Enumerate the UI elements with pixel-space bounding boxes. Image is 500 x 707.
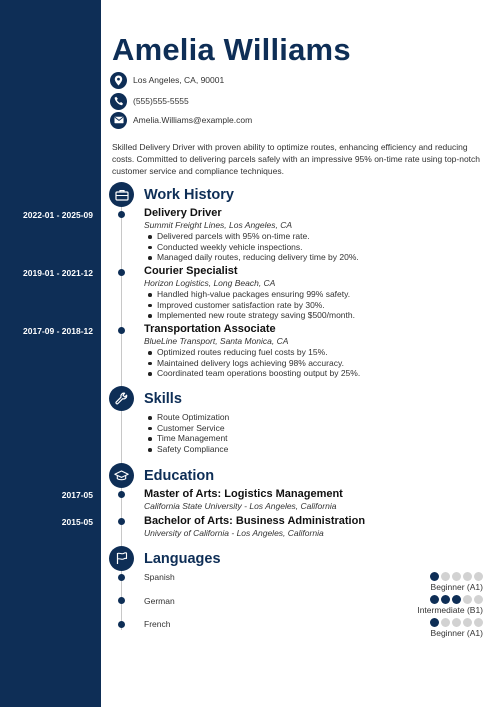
job-bullet: Optimized routes reducing fuel costs by 15%.	[146, 347, 489, 358]
language-level-text: Beginner (A1)	[430, 628, 483, 638]
language-name: German	[144, 596, 175, 606]
job-title: Delivery Driver	[144, 207, 222, 219]
languages-heading: Languages	[144, 551, 221, 567]
language-rating	[363, 595, 483, 604]
rating-dot	[430, 595, 439, 604]
language-level	[363, 618, 483, 638]
flag-icon	[109, 546, 134, 571]
job-bullet: Improved customer satisfaction rate by 30%.	[146, 300, 489, 311]
rating-dot	[474, 595, 483, 604]
job-bullet: Managed daily routes, reducing delivery time by 20%.	[146, 252, 489, 263]
left-sidebar	[0, 0, 101, 707]
education-date: 2015-05	[61, 517, 93, 527]
skill-item: Route Optimization	[146, 412, 489, 423]
skill-item: Safety Compliance	[146, 444, 489, 455]
phone-icon	[110, 93, 127, 110]
candidate-name: Amelia Williams	[112, 32, 351, 67]
contact-email	[110, 112, 252, 128]
language-level-text: Intermediate (B1)	[417, 605, 483, 615]
language-level	[363, 595, 483, 615]
degree-title: Bachelor of Arts: Business Administration	[144, 515, 366, 527]
education-entry	[144, 488, 489, 512]
language-level-text: Beginner (A1)	[430, 582, 483, 592]
job-dates: 2019-01 - 2021-12	[23, 268, 93, 278]
rating-dot	[441, 618, 450, 627]
job-company: Horizon Logistics, Long Beach, CA	[144, 278, 276, 288]
location-pin-icon	[110, 72, 127, 89]
rating-dot	[430, 572, 439, 581]
skill-item: Time Management	[146, 433, 489, 444]
job-bullets	[146, 231, 489, 263]
job-bullets	[146, 347, 489, 379]
rating-dot	[452, 595, 461, 604]
job-company: BlueLine Transport, Santa Monica, CA	[144, 336, 289, 346]
school-name: California State University - Los Angeles, California	[144, 501, 337, 511]
email-text[interactable]: Amelia.Williams@example.com	[133, 115, 253, 125]
job-entry	[144, 207, 489, 263]
rating-dot	[441, 595, 450, 604]
job-title: Courier Specialist	[144, 265, 238, 277]
education-heading: Education	[144, 468, 215, 484]
envelope-icon	[110, 112, 127, 129]
timeline-dot	[118, 621, 125, 628]
job-bullet: Handled high-value packages ensuring 99% safety.	[146, 289, 489, 300]
education-date: 2017-05	[61, 490, 93, 500]
wrench-icon	[109, 386, 134, 411]
language-name: French	[144, 619, 171, 629]
rating-dot	[463, 572, 472, 581]
briefcase-icon	[109, 182, 134, 207]
job-entry	[144, 323, 489, 379]
phone-text: (555)555-5555	[133, 96, 189, 106]
education-entry	[144, 515, 489, 539]
job-bullet: Coordinated team operations boosting output by 25%.	[146, 368, 489, 379]
skills-heading: Skills	[144, 391, 182, 407]
timeline-dot	[118, 518, 125, 525]
language-rating	[363, 618, 483, 627]
location-text: Los Angeles, CA, 90001	[133, 75, 225, 85]
job-dates: 2022-01 - 2025-09	[23, 210, 93, 220]
timeline-dot	[118, 574, 125, 581]
work-history-heading: Work History	[144, 187, 234, 203]
timeline-dot	[118, 491, 125, 498]
skills-list	[144, 412, 489, 455]
job-bullet: Implemented new route strategy saving $500/month.	[146, 310, 489, 321]
timeline-dot	[118, 327, 125, 334]
contact-phone	[110, 93, 189, 109]
timeline-dot	[118, 211, 125, 218]
skill-item: Customer Service	[146, 423, 489, 434]
contact-location	[110, 72, 224, 88]
job-bullet: Conducted weekly vehicle inspections.	[146, 242, 489, 253]
job-title: Transportation Associate	[144, 323, 276, 335]
rating-dot	[441, 572, 450, 581]
job-company: Summit Freight Lines, Los Angeles, CA	[144, 220, 293, 230]
timeline-dot	[118, 597, 125, 604]
school-name: University of California - Los Angeles, California	[144, 528, 324, 538]
job-dates: 2017-09 - 2018-12	[23, 326, 93, 336]
job-bullets	[146, 289, 489, 321]
professional-summary: Skilled Delivery Driver with proven ability to optimize routes, enhancing efficiency and reducing costs. Committed to delivering parcels safely with an impressive 95% on-time rate using top-notch customer service and compliance techniques.	[112, 142, 481, 176]
graduation-cap-icon	[109, 463, 134, 488]
rating-dot	[452, 618, 461, 627]
rating-dot	[463, 595, 472, 604]
timeline-dot	[118, 269, 125, 276]
rating-dot	[474, 572, 483, 581]
rating-dot	[463, 618, 472, 627]
language-name: Spanish	[144, 572, 175, 582]
rating-dot	[430, 618, 439, 627]
job-bullet: Maintained delivery logs achieving 98% accuracy.	[146, 358, 489, 369]
job-entry	[144, 265, 489, 321]
degree-title: Master of Arts: Logistics Management	[144, 488, 343, 500]
job-bullet: Delivered parcels with 95% on-time rate.	[146, 231, 489, 242]
rating-dot	[452, 572, 461, 581]
language-level	[363, 572, 483, 592]
language-rating	[363, 572, 483, 581]
rating-dot	[474, 618, 483, 627]
